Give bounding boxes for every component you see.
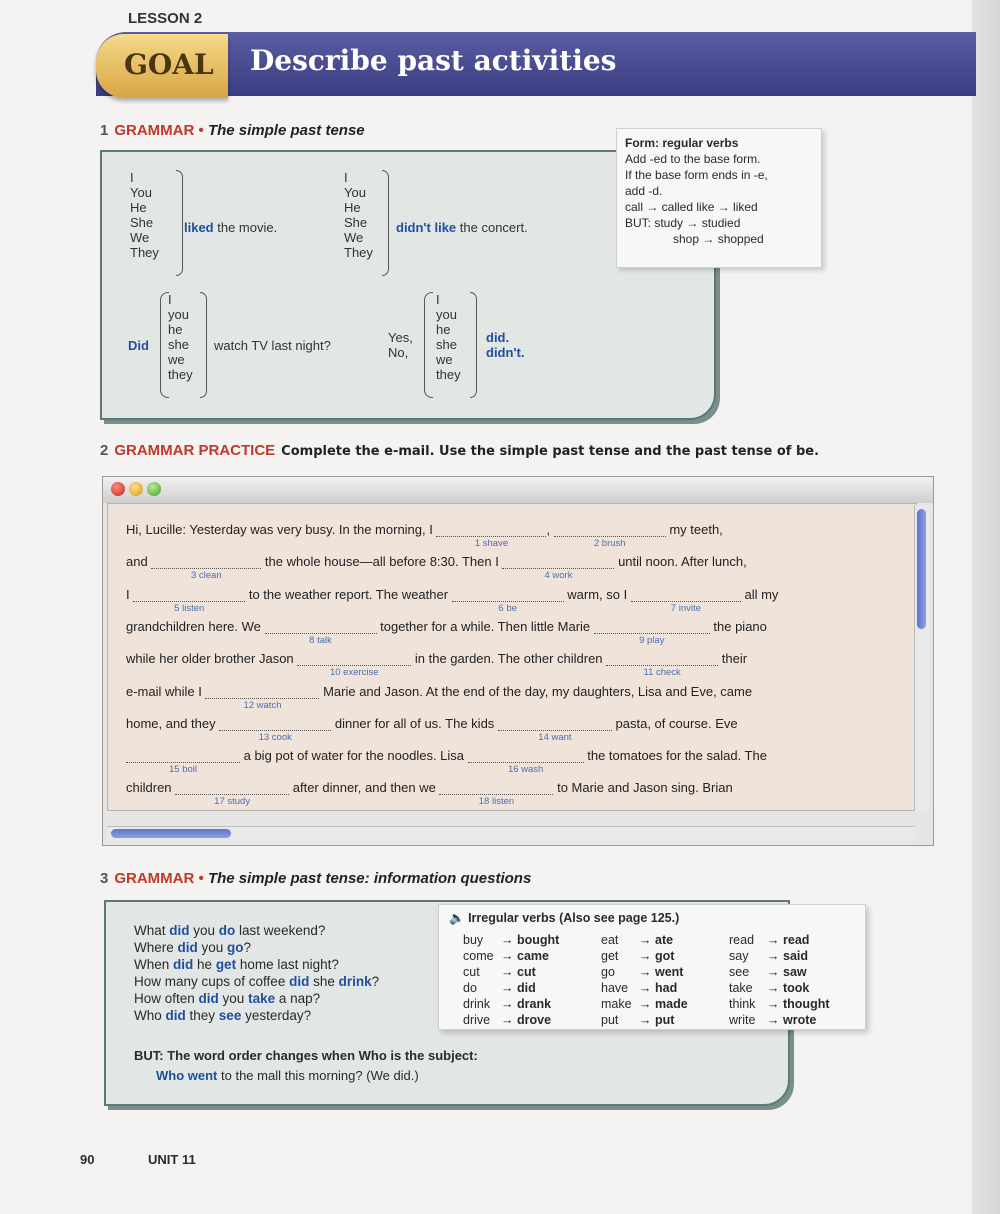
verb-past: made <box>655 997 688 1011</box>
verb-cue: 1 shave <box>474 538 509 549</box>
irregular-verbs-box <box>438 904 866 1030</box>
answer-blank[interactable] <box>219 716 331 743</box>
pronoun: I <box>436 292 440 307</box>
email-text: all my <box>740 586 779 602</box>
pronoun: She <box>130 215 154 230</box>
but-note: BUT: The word order changes when Who is the subject: <box>134 1048 478 1063</box>
pronoun: He <box>344 200 361 215</box>
question-text: last weekend? <box>235 923 326 938</box>
unit-label: UNIT 11 <box>148 1152 196 1167</box>
question-text: she <box>309 974 339 989</box>
email-line <box>126 715 906 743</box>
maximize-icon[interactable] <box>147 482 161 496</box>
email-window <box>102 476 934 846</box>
section-2-heading <box>100 442 819 459</box>
scroll-thumb[interactable] <box>111 829 231 838</box>
page-number: 90 <box>80 1152 95 1167</box>
answer-verbs <box>486 330 524 360</box>
close-icon[interactable] <box>111 482 125 496</box>
email-line <box>126 618 906 646</box>
pronoun: you <box>436 307 457 322</box>
arrow-icon: → <box>639 981 652 995</box>
pronoun: We <box>130 230 150 245</box>
question-example <box>134 990 379 1007</box>
question-bold-word: go <box>227 940 244 955</box>
section-number: 3 <box>100 870 109 887</box>
email-text: to Marie and Jason sing. Brian <box>553 780 733 796</box>
question-text: Who <box>134 1008 166 1023</box>
answer-blank[interactable] <box>205 684 319 711</box>
arrow-icon: → <box>501 997 514 1011</box>
affirmative-example <box>184 220 277 235</box>
goal-tag-text: GOAL <box>124 48 214 81</box>
liked-word: liked <box>184 220 214 235</box>
pronoun: she <box>168 337 189 352</box>
email-text: while her older brother Jason <box>126 651 298 667</box>
email-text: my teeth, <box>665 522 723 537</box>
question-bold-word: did <box>165 1008 186 1023</box>
pronoun: they <box>168 367 193 382</box>
who-rest: to the mall this morning? (We did.) <box>217 1068 419 1083</box>
section-number: 1 <box>100 122 109 139</box>
goal-tag <box>96 34 228 98</box>
pronoun-list-question <box>168 292 193 382</box>
verb-past: got <box>655 949 675 963</box>
section-subtitle: The simple past tense <box>207 122 365 139</box>
question-example <box>134 939 379 956</box>
note-line: call → called like → liked <box>625 200 758 214</box>
email-text: Marie and Jason. At the end of the day, my daughters, Lisa and Eve, came <box>319 683 753 699</box>
question-example <box>134 956 379 973</box>
vertical-scrollbar[interactable] <box>914 505 929 811</box>
question-bold-word: did <box>289 974 310 989</box>
verb-cue: 5 listen <box>174 602 205 614</box>
verb-base: take <box>729 981 753 995</box>
email-text: dinner for all of us. The kids <box>331 715 498 731</box>
pronoun-list-negative <box>344 170 373 260</box>
verb-cue: 3 clean <box>190 570 222 582</box>
arrow-icon: → <box>501 965 514 979</box>
question-bold-word: take <box>248 991 276 1006</box>
email-text: the whole house—all before 8:30. Then I <box>261 554 503 570</box>
pronoun: I <box>344 170 348 185</box>
question-text: they <box>185 1008 219 1023</box>
verb-cue: 9 play <box>639 634 665 646</box>
email-text: in the garden. The other children <box>411 651 607 667</box>
verb-past: said <box>783 949 809 963</box>
brace <box>382 170 389 276</box>
email-text: grandchildren here. We <box>126 618 265 634</box>
answer-blank[interactable] <box>297 651 411 679</box>
verb-base: have <box>601 981 629 995</box>
didnt-like-word: didn't like <box>396 220 457 235</box>
verb-cue: 15 boil <box>169 764 197 776</box>
verb-past: wrote <box>783 1013 817 1027</box>
page-edge <box>972 0 1000 1214</box>
arrow-icon: → <box>501 1013 514 1027</box>
brace <box>200 292 207 398</box>
question-text: ? <box>243 940 252 955</box>
question-example <box>134 1007 379 1024</box>
lesson-label: LESSON 2 <box>128 10 203 27</box>
window-titlebar <box>103 477 933 503</box>
pronoun: he <box>436 322 451 337</box>
email-text: to the weather report. The weather <box>245 586 452 602</box>
arrow-icon: → <box>639 1013 652 1027</box>
verb-base: drive <box>463 1013 491 1027</box>
email-text: a big pot of water for the noodles. Lisa <box>240 748 468 764</box>
question-text: When <box>134 957 174 972</box>
arrow-icon: → <box>639 997 652 1011</box>
note-line: BUT: study → studied <box>625 216 741 230</box>
arrow-icon: → <box>639 933 652 947</box>
pronoun-list-affirmative <box>130 170 159 260</box>
didnt-answer: didn't. <box>486 345 525 360</box>
answer-blank[interactable] <box>554 522 666 549</box>
verb-past: drove <box>517 1013 552 1027</box>
arrow-icon: → <box>767 1013 780 1027</box>
arrow-icon: → <box>501 949 514 963</box>
pronoun: they <box>436 367 461 382</box>
answer-blank[interactable] <box>133 587 245 614</box>
email-text: after dinner, and then we <box>289 780 440 796</box>
email-line <box>126 586 906 614</box>
verb-past: ate <box>655 933 674 947</box>
question-bold-word: drink <box>338 974 372 989</box>
email-line <box>126 780 906 808</box>
verb-past: saw <box>783 965 807 979</box>
question-text: yesterday? <box>241 1008 312 1023</box>
brace <box>176 170 183 276</box>
pronoun: we <box>436 352 453 367</box>
verb-past: bought <box>517 933 560 947</box>
section-subtitle: The simple past tense: information questions <box>207 870 532 887</box>
email-text: and <box>126 554 152 570</box>
irregular-title-text: Irregular verbs (Also see page 125.) <box>468 911 680 925</box>
verb-past: put <box>655 1013 675 1027</box>
email-text: the piano <box>709 618 767 634</box>
section-1-heading: 1 GRAMMAR • The simple past tense <box>100 122 365 139</box>
yes-no <box>388 330 413 360</box>
section-title: GRAMMAR <box>114 122 195 139</box>
didnt-rest: the concert. <box>459 220 528 235</box>
question-text: How many cups of coffee <box>134 974 290 989</box>
question-bold-word: get <box>215 957 237 972</box>
question-text: What <box>134 923 170 938</box>
verb-base: think <box>729 997 756 1011</box>
answer-blank[interactable] <box>594 619 710 646</box>
email-text: pasta, of course. Eve <box>611 715 738 731</box>
verb-past: cut <box>517 965 536 979</box>
arrow-icon: → <box>639 965 652 979</box>
verb-past: did <box>517 981 536 995</box>
question-text: you <box>218 991 249 1006</box>
pronoun: We <box>344 230 364 245</box>
email-line <box>126 683 906 711</box>
email-text: warm, so I <box>563 586 631 602</box>
verb-base: see <box>729 965 750 979</box>
email-text: until noon. After lunch, <box>614 554 747 570</box>
verb-past: read <box>783 933 810 947</box>
email-text: home, and they <box>126 715 220 731</box>
verb-cue: 17 study <box>214 796 251 808</box>
arrow-icon: → <box>767 933 780 947</box>
answer-blank[interactable] <box>631 587 741 614</box>
yes-word: Yes, <box>388 330 413 345</box>
minimize-icon[interactable] <box>129 482 143 496</box>
answer-blank[interactable] <box>439 780 553 808</box>
pronoun: He <box>130 200 147 215</box>
email-line <box>126 651 906 679</box>
answer-blank[interactable] <box>468 748 584 776</box>
verb-base: go <box>601 965 615 979</box>
verb-base: make <box>601 997 632 1011</box>
verb-cue: 10 exercise <box>329 667 379 679</box>
verb-past: went <box>655 965 684 979</box>
answer-blank[interactable] <box>606 651 718 679</box>
verb-cue: 8 talk <box>309 634 332 646</box>
question-rest: watch TV last night? <box>214 338 331 353</box>
brace <box>470 292 477 398</box>
pronoun: They <box>344 245 373 260</box>
email-text: e-mail while I <box>126 683 206 699</box>
section-title: GRAMMAR <box>114 870 195 887</box>
who-example <box>156 1068 419 1083</box>
verb-past: thought <box>783 997 830 1011</box>
verb-base: come <box>463 949 494 963</box>
question-list <box>134 922 379 1024</box>
question-text: How often <box>134 991 199 1006</box>
question-example <box>134 973 379 990</box>
did-word: Did <box>128 338 149 353</box>
question-bold-word: did <box>177 940 198 955</box>
question-text: a nap? <box>275 991 321 1006</box>
verb-cue: 16 wash <box>507 764 544 776</box>
email-line <box>126 748 906 776</box>
answer-blank[interactable] <box>265 619 377 646</box>
arrow-icon: → <box>639 949 652 963</box>
verb-base: cut <box>463 965 480 979</box>
verb-base: put <box>601 1013 619 1027</box>
verb-past: took <box>783 981 810 995</box>
pronoun: You <box>130 185 152 200</box>
arrow-icon: → <box>767 965 780 979</box>
verb-cue: 14 want <box>538 731 572 743</box>
arrow-icon: → <box>767 949 780 963</box>
regular-verbs-note <box>616 128 822 268</box>
email-text: their <box>718 651 748 667</box>
answer-blank[interactable] <box>175 780 289 808</box>
who-went: Who went <box>156 1068 218 1083</box>
pronoun: I <box>168 292 172 307</box>
verb-base: drink <box>463 997 491 1011</box>
answer-blank[interactable] <box>436 522 546 549</box>
section-instructions: Complete the e-mail. Use the simple past tense and the past tense of be. <box>281 444 820 459</box>
verb-past: came <box>517 949 549 963</box>
verb-past: drank <box>517 997 552 1011</box>
arrow-icon: → <box>501 933 514 947</box>
arrow-icon: → <box>767 997 780 1011</box>
verb-cue: 4 work <box>544 570 573 582</box>
pronoun: you <box>168 307 189 322</box>
arrow-icon: → <box>501 981 514 995</box>
question-bold-word: did <box>173 957 194 972</box>
answer-blank[interactable] <box>126 748 240 776</box>
question-example <box>134 922 379 939</box>
email-line <box>126 554 906 582</box>
email-text: , <box>546 522 554 537</box>
verb-past: had <box>655 981 678 995</box>
answer-blank[interactable] <box>151 554 261 582</box>
pronoun: You <box>344 185 366 200</box>
arrow-icon: → <box>767 981 780 995</box>
horizontal-scrollbar[interactable] <box>107 826 915 841</box>
pronoun: She <box>344 215 368 230</box>
question-bold-word: do <box>218 923 236 938</box>
scroll-thumb[interactable] <box>917 509 926 629</box>
verb-base: eat <box>601 933 619 947</box>
note-title: Form: regular verbs <box>625 136 739 150</box>
pronoun-list-answer <box>436 292 461 382</box>
question-text: ? <box>371 974 380 989</box>
note-line: Add -ed to the base form. <box>625 152 761 166</box>
pronoun: we <box>168 352 185 367</box>
note-line: shop → shopped <box>673 232 764 246</box>
question-text: home last night? <box>236 957 339 972</box>
email-text: children <box>126 780 176 796</box>
section-title: GRAMMAR PRACTICE <box>114 442 276 459</box>
question-text: you <box>197 940 228 955</box>
liked-rest: the movie. <box>217 220 278 235</box>
speaker-icon: 🔈 <box>449 911 465 925</box>
section-3-heading: 3 GRAMMAR • The simple past tense: information questions <box>100 870 532 887</box>
question-bold-word: did <box>169 923 190 938</box>
negative-example <box>396 220 528 235</box>
verb-cue: 18 listen <box>478 796 515 808</box>
email-text: Hi, Lucille: Yesterday was very busy. In the morning, I <box>126 522 437 537</box>
note-line: If the base form ends in -e, <box>625 168 768 182</box>
verb-base: read <box>729 933 755 947</box>
irregular-title <box>449 911 679 926</box>
brace <box>424 292 433 398</box>
pronoun: he <box>168 322 183 337</box>
email-body <box>107 503 917 811</box>
no-word: No, <box>388 345 409 360</box>
email-text: the tomatoes for the salad. The <box>583 748 767 764</box>
question-bold-word: see <box>218 1008 242 1023</box>
verb-cue: 2 brush <box>593 538 626 549</box>
note-line: add -d. <box>625 184 663 198</box>
pronoun: They <box>130 245 159 260</box>
verb-cue: 12 watch <box>243 699 282 711</box>
answer-blank[interactable] <box>502 554 614 582</box>
verb-base: say <box>729 949 749 963</box>
verb-base: write <box>729 1013 756 1027</box>
answer-blank[interactable] <box>452 587 564 614</box>
email-text: together for a while. Then little Marie <box>376 618 594 634</box>
verb-cue: 13 cook <box>258 731 292 743</box>
verb-base: get <box>601 949 619 963</box>
answer-blank[interactable] <box>498 716 612 743</box>
verb-cue: 7 invite <box>670 602 701 614</box>
email-line <box>126 522 906 549</box>
verb-cue: 6 be <box>498 602 517 614</box>
verb-base: buy <box>463 933 484 947</box>
goal-title: Describe past activities <box>250 44 617 77</box>
verb-cue: 11 check <box>643 667 681 679</box>
section-number: 2 <box>100 442 109 459</box>
verb-base: do <box>463 981 477 995</box>
question-bold-word: did <box>198 991 219 1006</box>
question-text: Where <box>134 940 178 955</box>
question-text: he <box>193 957 216 972</box>
email-text: I <box>126 586 134 602</box>
question-text: you <box>189 923 219 938</box>
pronoun: she <box>436 337 457 352</box>
did-answer: did. <box>486 330 510 345</box>
pronoun: I <box>130 170 134 185</box>
